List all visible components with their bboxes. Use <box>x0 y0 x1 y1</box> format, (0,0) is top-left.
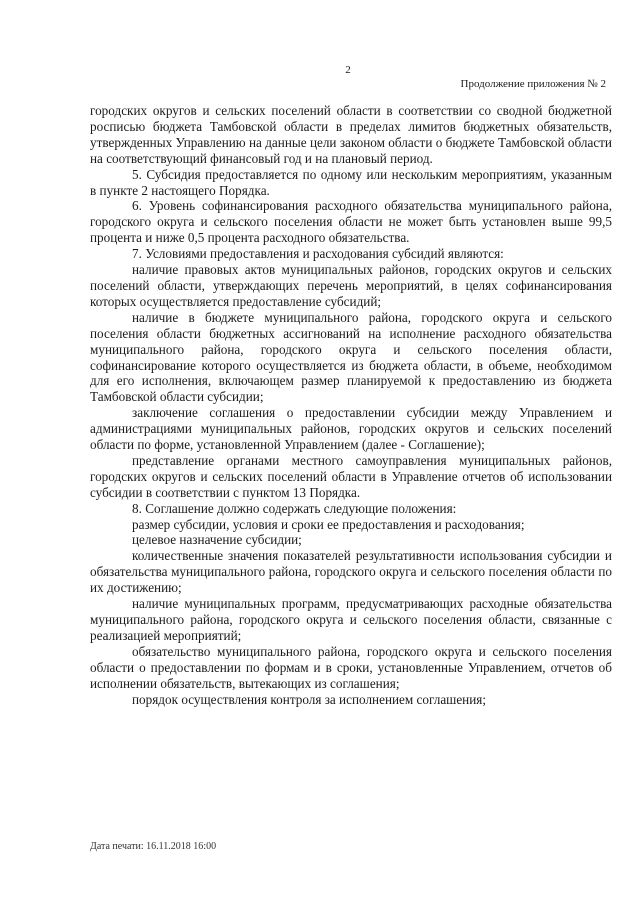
condition-agreement: заключение соглашения о предоставлении субсидии между Управлением и администрациями муниципальных районов, городских округов и сельских поселений области по форме, установленной Управлением (далее - Соглашение); <box>90 405 612 453</box>
provision-control: порядок осуществления контроля за исполнением соглашения; <box>132 691 487 707</box>
body-text <box>90 103 612 707</box>
provision-purpose: целевое назначение субсидии; <box>132 532 302 548</box>
condition-reports: представление органами местного самоуправления муниципальных районов, городских округов и сельских поселений области в Управление отчетов об использовании субсидии в соответствии с пунктом 13 Порядка. <box>90 452 612 500</box>
page-number: 2 <box>345 64 351 76</box>
condition-budget-allocations: наличие в бюджете муниципального района, городского округа и сельского поселения области бюджетных ассигнований на исполнение расходного обязательства муниципального района, городского округа и сельского поселения области, софинансирование которого осуществляется из бюджета области, в объеме, необходимом для его исполнения, включающем размер планируемой к предоставлению из бюджета Тамбовской области субсидии; <box>90 309 612 405</box>
paragraph-item-8: 8. Соглашение должно содержать следующие положения: <box>132 500 457 516</box>
paragraph-continuation: городских округов и сельских поселений области в соответствии со сводной бюджетной росписью бюджета Тамбовской области в пределах лимитов бюджетных обязательств, утвержденных Управлению на данные цели законом области о бюджете Тамбовской области на соответствующий финансовый год и на плановый период. <box>90 103 612 166</box>
provision-programs: наличие муниципальных программ, предусматривающих расходные обязательства муниципального района, городского округа и сельского поселения области, связанные с реализацией мероприятий; <box>90 596 612 643</box>
paragraph-item-5: 5. Субсидия предоставляется по одному или нескольким мероприятиям, указанным в пункте 2 настоящего Порядка. <box>90 166 612 198</box>
condition-legal-acts: наличие правовых актов муниципальных районов, городских округов и сельских поселений области, утверждающих перечень мероприятий, в целях софинансирования которых осуществляется предоставление субсидий; <box>90 262 612 309</box>
provision-reporting: обязательство муниципального района, городского округа и сельского поселения области о предоставлении по формам и в сроки, установленные Управлением, отчетов об исполнении обязательств, вытекающих из соглашения; <box>90 643 612 691</box>
provision-indicators: количественные значения показателей результативности использования субсидии и обязательства муниципального района, городского округа и сельского поселения области по их достижению; <box>90 548 612 596</box>
provision-amount: размер субсидии, условия и сроки ее предоставления и расходования; <box>132 516 525 532</box>
paragraph-item-6: 6. Уровень софинансирования расходного обязательства муниципального района, городского округа и сельского поселения области не может быть установлен выше 99,5 процента и ниже 0,5 процента расходного обязательства. <box>90 198 612 246</box>
print-date: Дата печати: 16.11.2018 16:00 <box>90 841 217 852</box>
continuation-label: Продолжение приложения № 2 <box>460 78 606 90</box>
paragraph-item-7: 7. Условиями предоставления и расходования субсидий являются: <box>132 246 504 262</box>
